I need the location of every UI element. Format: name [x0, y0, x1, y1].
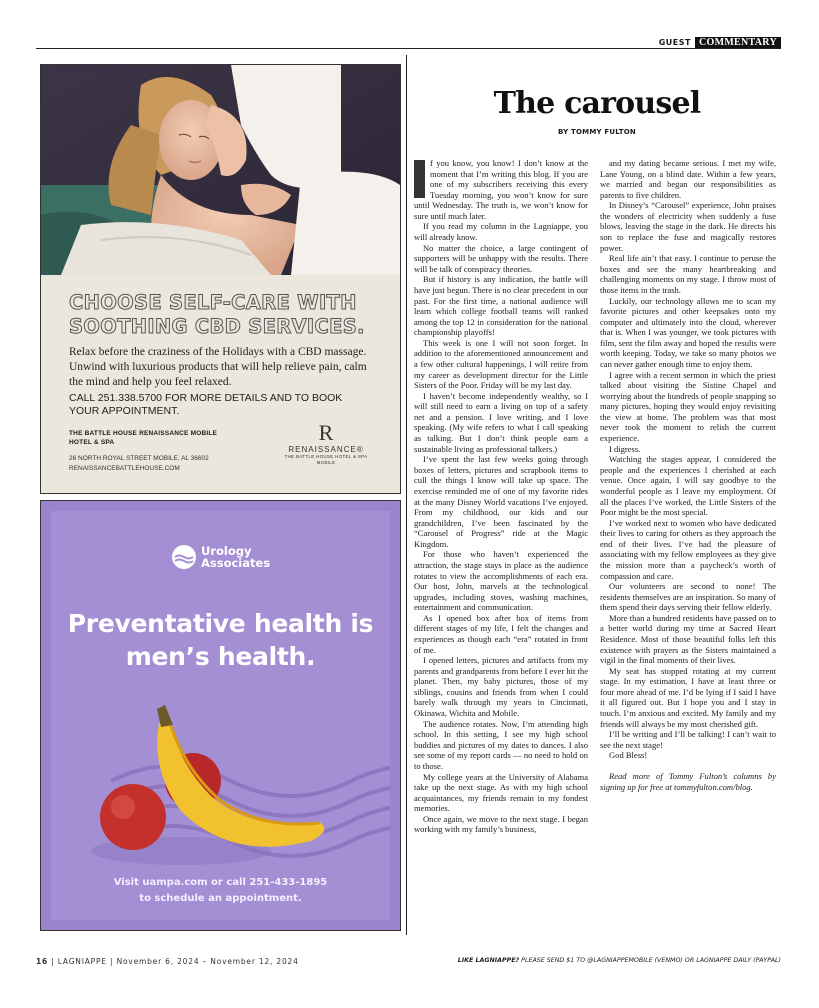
spa-ad-headline: CHOOSE SELF-CARE WITH SOOTHING CBD SERVICES.	[69, 291, 365, 338]
article-paragraph: I digress.	[609, 443, 641, 454]
urology-ad-cta-line2: to schedule an appointment.	[139, 893, 302, 904]
article-paragraph: I opened letters, pictures and artifacts from my parents and grandparents from before I ever hit the planet. Then, my baby pictures, those of my siblings, cousins and friends from when I could barely walk through my years in Cincinnati, Okinawa, Wichita and Mobile.	[414, 655, 588, 719]
article-paragraph: Watching the stages appear, I considered the people and the experiences I cherished at each venue. Once again, I will say goodbye to the wonderful people as I leave my employment. Of all the places I’ve worked, the Little Sisters of the Poor might be the most special.	[600, 454, 776, 518]
spa-ad-address: 26 NORTH ROYAL STREET MOBILE, AL 36602	[69, 455, 209, 462]
publication-name: LAGNIAPPE	[57, 957, 107, 966]
article-paragraph: If you read my column in the Lagniappe, you will already know.	[414, 221, 588, 243]
spa-ad-address-block	[69, 454, 269, 474]
article-paragraph: My seat has stopped rotating at my current stage. In my estimation, I have at least three or four more ahead of me. I’d be lying if I said I have it all figured out. But I hope you and I stay in touch. I’m anxious and excited. My family and my friends will always be my most cherished gift.	[600, 665, 776, 729]
article-paragraph: My college years at the University of Alabama take up the next stage. As with my high school acquaintances, my friends remain in my fondest memories.	[414, 771, 588, 814]
renaissance-logo-letter: R	[318, 420, 334, 445]
article-paragraph: But if history is any indication, the battle will have just begun. There is no clear precedent in our past. For the first time, a national audience will learn which college football teams will ranked among the top 12 in consideration for the national championship playoffs!	[414, 274, 588, 338]
promo-bold: LIKE LAGNIAPPE?	[457, 957, 520, 964]
spa-massage-photo	[41, 65, 400, 275]
spa-ad-call[interactable]: CALL 251.338.5700 FOR MORE DETAILS AND TO BOOK YOUR APPOINTMENT.	[69, 392, 343, 417]
article-paragraph: For those who haven’t experienced the attraction, the stage stays in place as the audience rotates to view the accomplishments of each era. Our host, John, marvels at the technological upgrades, including stoves, washing machines, entertainment and communication.	[414, 549, 588, 613]
section-guest-label: GUEST	[658, 38, 691, 47]
spa-ad-hotel-name: THE BATTLE HOUSE RENAISSANCE MOBILE HOTEL & SPA	[69, 430, 218, 446]
page-number: 16	[36, 957, 49, 966]
article-paragraph: No matter the choice, a large contingent of supporters will be unhappy with the results. There will be talk of conspiracy theories.	[414, 242, 588, 274]
column-rule	[406, 55, 407, 935]
urology-ad-cta[interactable]	[51, 875, 390, 907]
urology-ad-headline: Preventative health is men’s health.	[67, 609, 374, 671]
spa-advertisement[interactable]	[40, 64, 401, 494]
article-paragraph: This week is one I will not soon forget. In addition to the aforementioned announcement and a few other cultural happenings, I will retire from my career as development director for the Little Sisters of the Poor. Friday will be my last day.	[414, 337, 588, 391]
article-paragraph: I haven’t become independently wealthy, so I will still need to earn a living on top of a safety net and a pension. I love writing, and I love speaking. (My wife refers to what I call speaking as talking. But I don’t think people earn a sustainable living as professional talkers.)	[414, 390, 588, 454]
spa-ad-body: Relax before the craziness of the Holidays with a CBD massage. Unwind with luxurious products that will help relieve pain, calm the mind and help you feel relaxed.	[69, 346, 367, 388]
drop-cap-mark	[414, 160, 425, 198]
article-paragraph: Once again, we move to the next stage. I began working with my family’s business,	[414, 813, 588, 835]
urology-logo-icon	[171, 544, 197, 570]
issue-date-range: November 6, 2024 – November 12, 2024	[116, 957, 299, 966]
article-paragraph: The audience rotates. Now, I’m attending high school. In this setting, I see my high school buddies and pictures of my dates to dances. I also see some of my report cards — no need to hold on to those.	[414, 718, 588, 771]
article-paragraph: I’ll be writing and I’ll be talking! I can’t wait to see the next stage!	[600, 729, 776, 750]
top-rule	[36, 48, 781, 49]
article-endnote[interactable]: Read more of Tommy Fulton’s columns by signing up for free at tommyfulton.com/blog.	[600, 770, 776, 792]
article-paragraph: As I opened box after box of items from different stages of my life, I felt the changes and experiences as though each “era” rotated in front of me.	[414, 612, 588, 655]
fruit-illustration	[51, 511, 390, 920]
article-paragraph: Luckily, our technology allows me to scan my favorite pictures and other keepsakes onto my computer and ultimately into the cloud, wherever that is. When I was younger, we took pictures with film, sent the film away and hoped the results were worth keeping. Today, we take so many photos we can never gather enough time to enjoy them.	[600, 295, 776, 369]
urology-advertisement[interactable]	[40, 500, 401, 931]
section-commentary-label: COMMENTARY	[695, 37, 781, 48]
renaissance-logo	[281, 421, 371, 466]
renaissance-logo-name: RENAISSANCE®	[288, 445, 364, 454]
urology-logo-line2: Associates	[201, 556, 271, 570]
article-byline: BY TOMMY FULTON	[558, 128, 636, 136]
article-paragraph: Our volunteers are second to none! The residents themselves are an inspiration. So many of them spend their days serving their fellow elderly.	[600, 581, 776, 613]
urology-logo-line1: Urology	[201, 544, 252, 558]
article-title: The carousel	[493, 86, 701, 121]
page-footer-left: 16 | LAGNIAPPE | November 6, 2024 – November 12, 2024	[36, 957, 299, 966]
page-footer-promo	[458, 957, 781, 964]
urology-logo	[171, 544, 270, 570]
promo-text: PLEASE SEND $1 TO @LAGNIAPPEMOBILE (VENMO) OR LAGNIAPPE DAILY (PAYPAL)	[519, 957, 781, 964]
article-paragraph: and my dating became serious. I met my wife, Lane Young, on a blind date. Within a few years, we married and began our responsibilities as parents to five children.	[600, 158, 776, 200]
urology-ad-panel	[51, 511, 390, 920]
article-paragraph: I’ve worked next to women who have dedicated their lives to caring for others as they approach the end of their lives. I’ve had the pleasure of associating with my fellow employees as they give the mission more than a paycheck’s worth of compassion and care.	[600, 517, 776, 581]
article-paragraph: I’ve spent the last few weeks going through boxes of letters, pictures and scrapbook items to cull the things I know will take up space. The exercise reminded me of one of my favorite rides at the many Disney World vacations I’ve enjoyed. From my childhood, our kids and our grandchildren, I’ve been fascinated by the “Carousel of Progress” ride at the Magic Kingdom.	[414, 454, 588, 549]
article-paragraph: God Bless!	[609, 750, 648, 761]
urology-ad-cta-line1[interactable]: Visit uampa.com or call 251-433-1895	[113, 877, 328, 888]
article-paragraph: I agree with a recent sermon in which the priest talked about visiting the Sistine Chapel and worrying about the hundreds of people snapping so many pictures, hoping they would enjoy revisiting the view at home. The problem was that most never took the moment to relish the current experience.	[600, 369, 776, 444]
article-paragraph: More than a hundred residents have passed on to a better world during my time at Sacred Heart Residence. Most of those beautiful folks left this existence with prayers as the Sisters maintained a vigil in the final moments of their lives.	[600, 612, 776, 666]
article-column-left	[414, 158, 588, 835]
renaissance-logo-sub: THE BATTLE HOUSE HOTEL & SPA MOBILE	[284, 454, 368, 465]
section-tag	[659, 37, 781, 48]
article-paragraph: Real life ain’t that easy. I continue to peruse the boxes and see the many heartbreaking and challenging moments on my stage. I throw most of those items in the trash.	[600, 253, 776, 295]
article-paragraph: In Disney’s “Carousel” experience, John praises the wonders of electricity when suddenly a fuse blows, leaving the stage in the dark. He directs his son to replace the fuse and magically restores power.	[600, 200, 776, 253]
article-paragraph: f you know, you know! I don’t know at the moment that I’m writing this blog. If you are one of my subscribers receiving this every Tuesday morning, you won’t know for sure until Wednesday. The truth is, we won’t know for sure until much later.	[414, 158, 588, 221]
spa-ad-website[interactable]: RENAISSANCEBATTLEHOUSE.COM	[69, 465, 180, 472]
article-column-right	[600, 158, 776, 792]
